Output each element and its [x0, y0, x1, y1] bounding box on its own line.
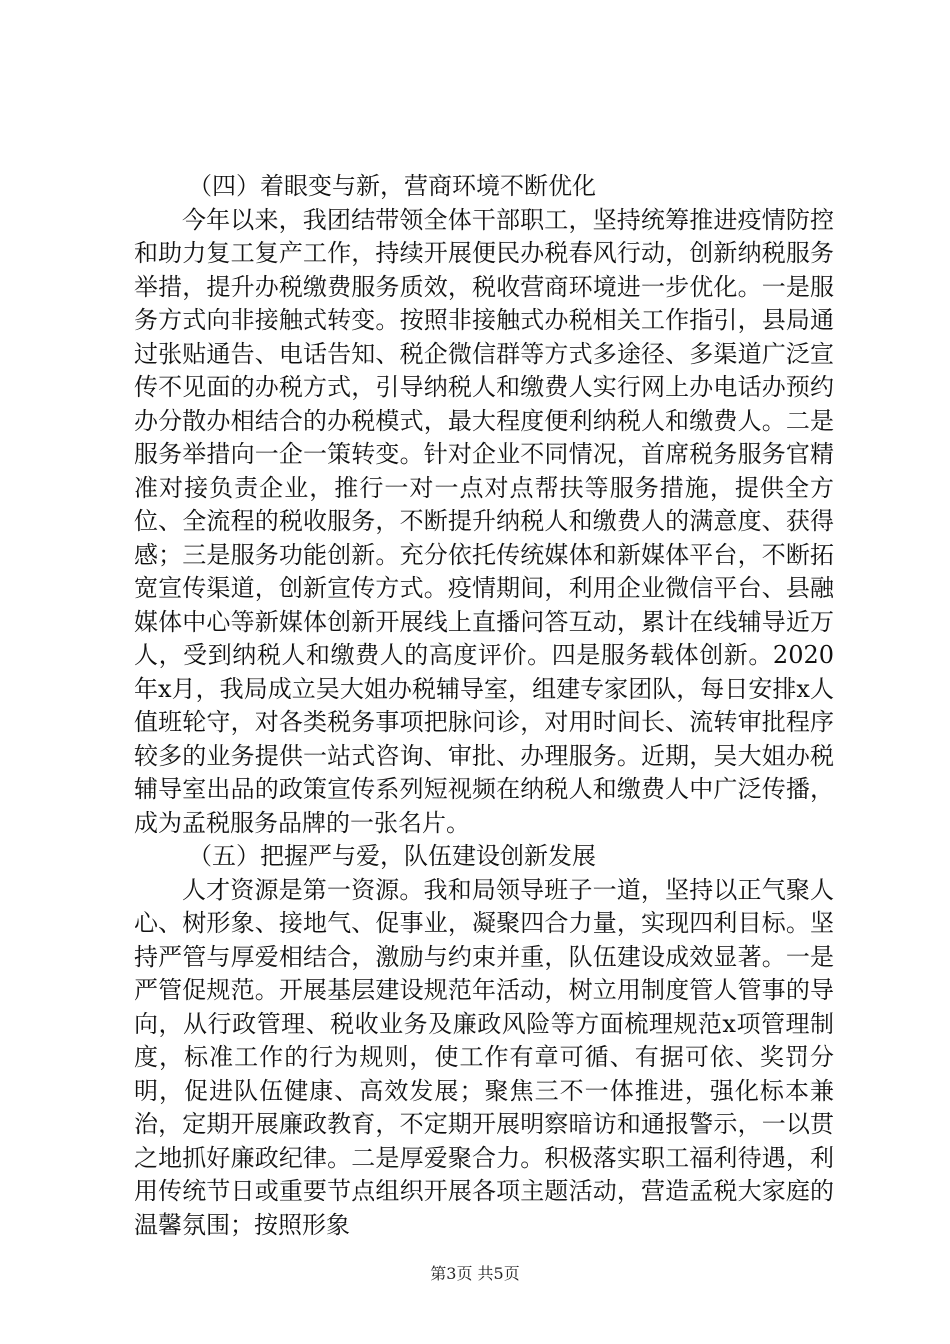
section-heading-5: （五）把握严与爱，队伍建设创新发展: [188, 842, 596, 870]
page-number-footer: 第3页 共5页: [430, 1264, 520, 1283]
section-paragraph-5: 人才资源是第一资源。我和局领导班子一道，坚持以正气聚人心、树形象、接地气、促事业，凝聚四合力量，实现四利目标。坚持严管与厚爱相结合，激励与约束并重，队伍建设成效显著。一是严管促规范。开展基层建设规范年活动，树立用制度管人管事的导向，从行政管理、税收业务及廉政风险等方面梳理规范x项管理制度，标准工作的行为规则，使工作有章可循、有据可依、奖罚分明，促进队伍健康、高效发展；聚焦三不一体推进，强化标本兼治，定期开展廉政教育，不定期开展明察暗访和通报警示，一以贯之地抓好廉政纪律。二是厚爱聚合力。积极落实职工福利待遇，利用传统节日或重要节点组织开展各项主题活动，营造孟税大家庭的温馨氛围；按照形象: [134, 875, 834, 1239]
document-body: [134, 170, 834, 1242]
section-paragraph-4: 今年以来，我团结带领全体干部职工，坚持统筹推进疫情防控和助力复工复产工作，持续开展便民办税春风行动，创新纳税服务举措，提升办税缴费服务质效，税收营商环境进一步优化。一是服务方式向非接触式转变。按照非接触式办税相关工作指引，县局通过张贴通告、电话告知、税企微信群等方式多途径、多渠道广泛宣传不见面的办税方式，引导纳税人和缴费人实行网上办电话办预约办分散办相结合的办税模式，最大程度便利纳税人和缴费人。二是服务举措向一企一策转变。针对企业不同情况，首席税务服务官精准对接负责企业，推行一对一点对点帮扶等服务措施，提供全方位、全流程的税收服务，不断提升纳税人和缴费人的满意度、获得感；三是服务功能创新。充分依托传统媒体和新媒体平台，不断拓宽宣传渠道，创新宣传方式。疫情期间，利用企业微信平台、县融媒体中心等新媒体创新开展线上直播问答互动，累计在线辅导近万人，受到纳税人和缴费人的高度评价。四是服务载体创新。2020年x月，我局成立吴大姐办税辅导室，组建专家团队，每日安排x人值班轮守，对各类税务事项把脉问诊，对用时间长、流转审批程序较多的业务提供一站式咨询、审批、办理服务。近期，吴大姐办税辅导室出品的政策宣传系列短视频在纳税人和缴费人中广泛传播，成为孟税服务品牌的一张名片。: [134, 205, 834, 837]
section-heading-4: （四）着眼变与新，营商环境不断优化: [188, 172, 596, 200]
